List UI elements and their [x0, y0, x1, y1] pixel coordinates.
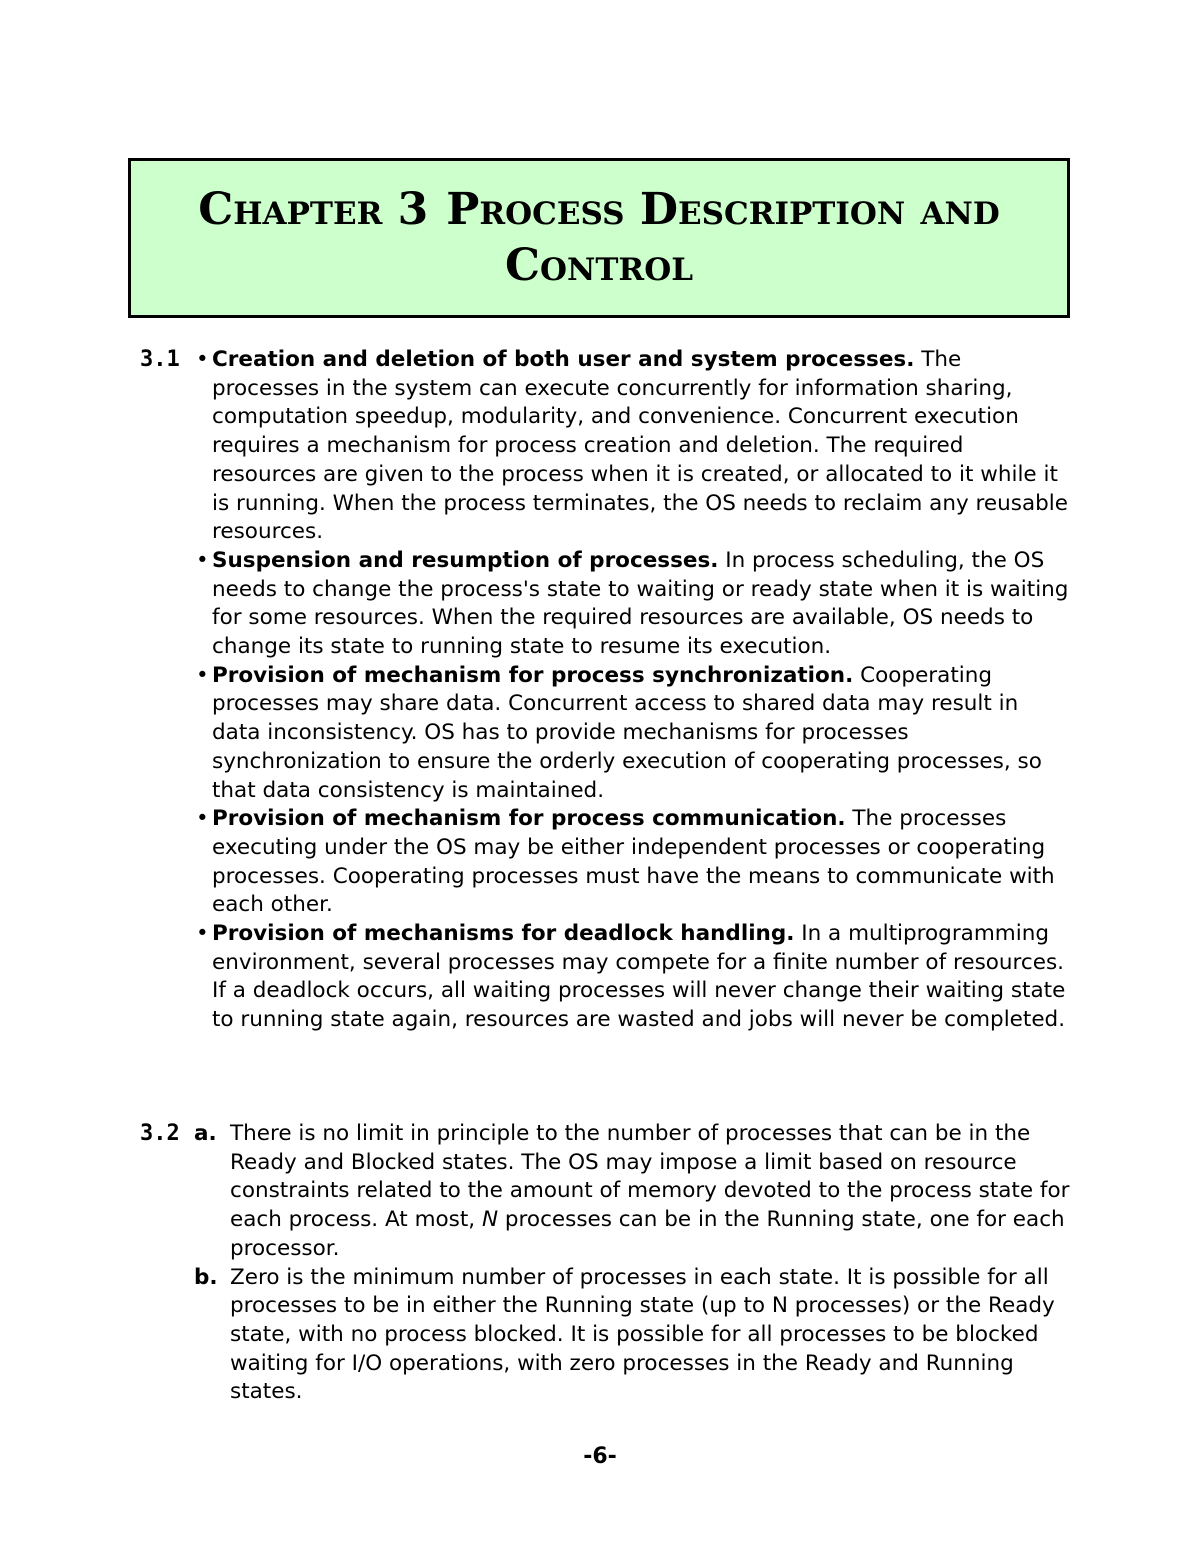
list-item [140, 1264, 1070, 1408]
list-item [140, 805, 1070, 920]
list-item [140, 346, 1070, 547]
item-body: processes can be in the Running state, one for each processor. [230, 1207, 1065, 1261]
list-item [140, 920, 1070, 1035]
item-heading: Provision of mechanism for process synchronization. [212, 662, 854, 688]
item-body: There is no limit in principle to the number of processes that can be in the Ready and Blocked states. The OS may impose a limit based on resource constraints related to the amount of memory devoted to the process state for each process. At most, [230, 1121, 1070, 1233]
chapter-title-line1: Process Description and [446, 184, 1000, 235]
item-body: Cooperating processes may share data. Concurrent access to shared data may result in data inconsistency. OS has to provide mechanisms for processes synchronization to ensure the orderly execution of cooperating processes, so that data consistency is maintained. [212, 662, 1042, 803]
item-letter: a. [194, 1121, 217, 1146]
bullet-marker: • [196, 806, 209, 832]
item-body: In process scheduling, the OS needs to change the process's state to waiting or ready state when it is waiting for some resources. When the required resources are available, OS needs to change its state to running state to resume its execution. [212, 547, 1069, 660]
chapter-title-box [128, 158, 1070, 318]
item-heading: Suspension and resumption of processes. [212, 547, 719, 573]
item-heading: Provision of mechanism for process communication. [212, 806, 846, 832]
chapter-title-line2: Control [505, 240, 693, 291]
bullet-marker: • [196, 347, 209, 372]
page-number: -6- [583, 1444, 617, 1469]
chapter-number: Chapter 3 [198, 184, 429, 235]
item-body: The processes in the system can execute concurrently for information sharing, computation speedup, modularity, and convenience. Concurrent execution requires a mechanism for process creation and deletion. The required resources are given to the process when it is created, or allocated to it while it is running. When the process terminates, the OS needs to reclaim any reusable resources. [212, 347, 1068, 545]
section-number: 3.1 [140, 347, 180, 372]
bullet-marker: • [196, 921, 209, 947]
section-number: 3.2 [140, 1121, 180, 1146]
item-body: Zero is the minimum number of processes in each state. It is possible for all processes to be in either the Running state (up to N processes) or the Ready state, with no process blocked. It is possible for all processes to be blocked waiting for I/O operations, with zero processes in the Ready and Running states. [230, 1264, 1055, 1405]
chapter-title [159, 182, 1039, 294]
item-heading: Provision of mechanisms for deadlock handling. [212, 921, 795, 947]
item-heading: Creation and deletion of both user and system processes. [212, 347, 915, 372]
list-item [140, 547, 1070, 662]
item-body: In a multiprogramming environment, several processes may compete for a finite number of resources. If a deadlock occurs, all waiting processes will never change their waiting state to running state again, resources are wasted and jobs will never be completed. [212, 921, 1066, 1033]
item-body: The processes executing under the OS may be either independent processes or cooperating processes. Cooperating processes must have the means to communicate with each other. [212, 806, 1055, 918]
bullet-marker: • [196, 662, 209, 688]
section-3-2 [140, 1120, 1070, 1407]
bullet-marker: • [196, 547, 209, 573]
item-letter: b. [194, 1264, 218, 1290]
item-body-emphasis: N [481, 1207, 499, 1233]
list-item [140, 1120, 1070, 1264]
section-3-1 [140, 346, 1070, 1035]
list-item [140, 662, 1070, 806]
